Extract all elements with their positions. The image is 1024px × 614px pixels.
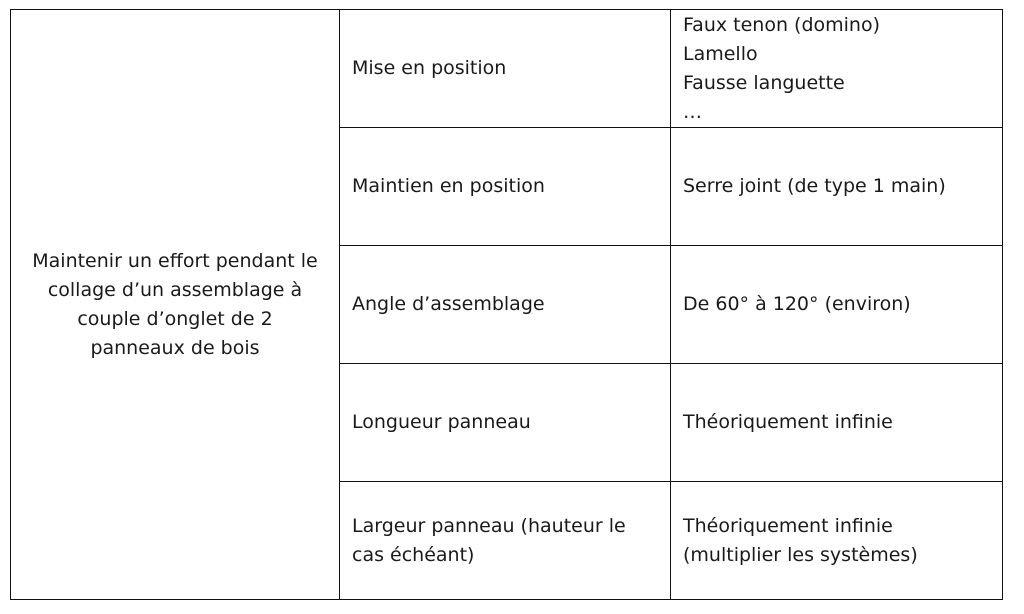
criterion-cell: [340, 364, 671, 482]
level-cell: [671, 246, 1003, 364]
level-text-line: Théoriquement infinie: [683, 514, 893, 537]
level-cell: [671, 482, 1003, 600]
function-text-line: panneaux de bois: [90, 336, 260, 359]
level-cell: [671, 10, 1003, 128]
specification-table: [10, 9, 1003, 600]
level-text-line: Théoriquement infinie: [683, 411, 893, 433]
level-text-line: De 60° à 120° (environ): [683, 293, 911, 315]
level-cell: [671, 364, 1003, 482]
criterion-text-line: Longueur panneau: [352, 411, 531, 433]
criterion-text-line: cas échéant): [352, 543, 475, 566]
function-text-line: Maintenir un effort pendant le: [32, 249, 318, 272]
criterion-text-line: Maintien en position: [352, 175, 545, 197]
criterion-text-line: Largeur panneau (hauteur le: [352, 514, 626, 537]
level-cell: [671, 128, 1003, 246]
criterion-text-line: Angle d’assemblage: [352, 293, 545, 315]
level-text-line: Faux tenon (domino): [683, 13, 881, 36]
criterion-text-line: Mise en position: [352, 57, 507, 79]
level-text-line: Fausse languette: [683, 71, 845, 94]
level-text-line: Lamello: [683, 42, 758, 65]
criterion-cell: [340, 10, 671, 128]
table-row: [11, 10, 1003, 128]
function-cell: [11, 10, 340, 600]
criterion-cell: [340, 246, 671, 364]
level-text-line: Serre joint (de type 1 main): [683, 175, 946, 197]
level-text-line: (multiplier les systèmes): [683, 543, 918, 566]
function-text-line: couple d’onglet de 2: [77, 307, 273, 330]
function-text-line: collage d’un assemblage à: [47, 278, 303, 301]
criterion-cell: [340, 482, 671, 600]
criterion-cell: [340, 128, 671, 246]
level-text-line: …: [683, 100, 702, 123]
